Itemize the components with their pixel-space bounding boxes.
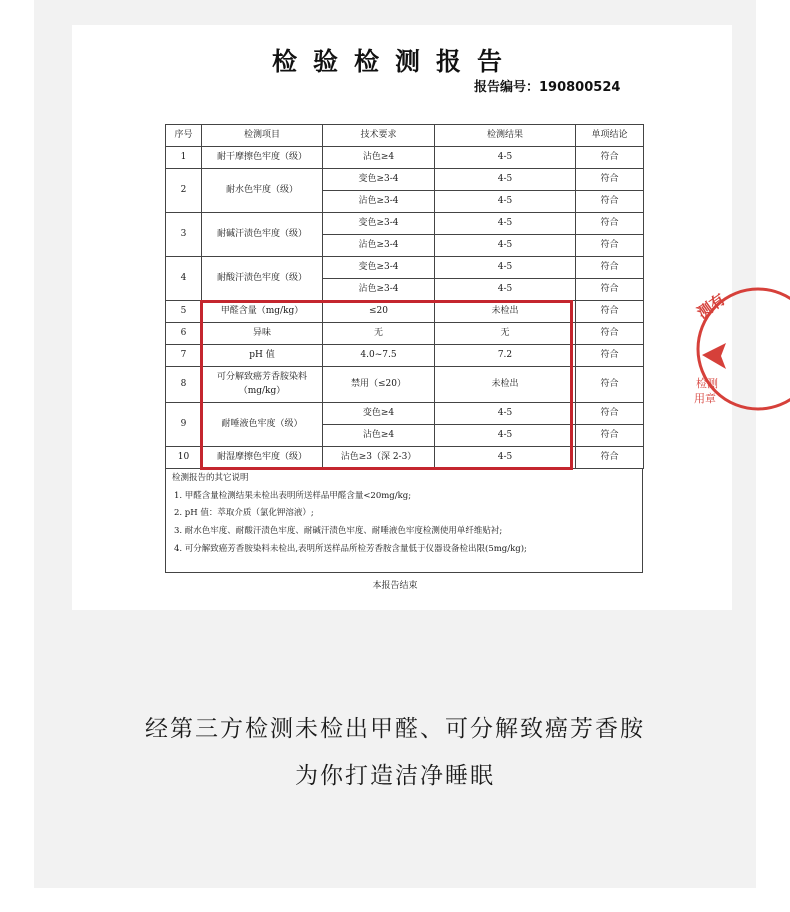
row-no: 7 [166, 345, 202, 367]
row-conclusion: 符合 [576, 235, 644, 257]
row-requirement: 沾色≥3-4 [323, 279, 435, 301]
row-conclusion: 符合 [576, 367, 644, 403]
table-row [166, 147, 644, 169]
row-requirement: 变色≥3-4 [323, 169, 435, 191]
caption-line-2: 为你打造洁净睡眠 [295, 763, 495, 789]
row-requirement: 沾色≥4 [323, 425, 435, 447]
row-item: 异味 [202, 323, 323, 345]
official-stamp [694, 285, 790, 417]
row-result: 7.2 [435, 345, 576, 367]
row-result: 4-5 [435, 425, 576, 447]
row-requirement: 沾色≥3-4 [323, 191, 435, 213]
row-result: 4-5 [435, 147, 576, 169]
row-requirement: 沾色≥3-4 [323, 235, 435, 257]
table-row [166, 169, 644, 191]
row-requirement: 禁用（≤20） [323, 367, 435, 403]
row-requirement: 变色≥3-4 [323, 257, 435, 279]
row-conclusion: 符合 [576, 147, 644, 169]
row-no: 8 [166, 367, 202, 403]
header-result: 检测结果 [435, 125, 576, 147]
note-item: 4. 可分解致癌芳香胺染料未检出,表明所送样品所检芳香胺含量低于仪器设备检出限(5mg/kg); [174, 544, 527, 554]
stamp-bottom-text-2: 用章 [694, 392, 716, 405]
row-no: 4 [166, 257, 202, 301]
table-header-row [166, 125, 644, 147]
note-item: 3. 耐水色牢度、耐酸汗渍色牢度、耐碱汗渍色牢度、耐唾液色牢度检测使用单纤维贴衬; [174, 526, 503, 536]
row-requirement: 变色≥4 [323, 403, 435, 425]
caption-line-1: 经第三方检测未检出甲醛、可分解致癌芳香胺 [145, 716, 645, 742]
row-item: 耐干摩擦色牢度（级） [202, 147, 323, 169]
note-item: 1. 甲醛含量检测结果未检出表明所送样品甲醛含量<20mg/kg; [174, 491, 412, 501]
row-conclusion: 符合 [576, 301, 644, 323]
header-no: 序号 [166, 125, 202, 147]
row-no: 10 [166, 447, 202, 469]
stamp-top-text: 测有 [693, 290, 729, 323]
table-row [166, 213, 644, 235]
report-end-text: 本报告结束 [372, 581, 418, 591]
row-no: 3 [166, 213, 202, 257]
row-item-line2: （mg/kg） [238, 386, 286, 396]
row-requirement: 沾色≥4 [323, 147, 435, 169]
row-no: 1 [166, 147, 202, 169]
row-no: 6 [166, 323, 202, 345]
row-result: 4-5 [435, 403, 576, 425]
row-result: 4-5 [435, 169, 576, 191]
notes-title: 检测报告的其它说明 [172, 473, 249, 483]
report-notes [165, 469, 643, 573]
row-requirement: ≤20 [323, 301, 435, 323]
row-item: 耐湿摩擦色牢度（级） [202, 447, 323, 469]
row-conclusion: 符合 [576, 447, 644, 469]
row-no: 9 [166, 403, 202, 447]
row-requirement: 沾色≥3（深 2-3） [323, 447, 435, 469]
table-row [166, 257, 644, 279]
header-item: 检测项目 [202, 125, 323, 147]
row-item: 耐碱汗渍色牢度（级） [202, 213, 323, 257]
row-result: 4-5 [435, 447, 576, 469]
row-conclusion: 符合 [576, 345, 644, 367]
row-conclusion: 符合 [576, 323, 644, 345]
row-result: 4-5 [435, 191, 576, 213]
row-no: 5 [166, 301, 202, 323]
row-conclusion: 符合 [576, 425, 644, 447]
row-item: pH 值 [202, 345, 323, 367]
row-requirement: 变色≥3-4 [323, 213, 435, 235]
row-item: 耐酸汗渍色牢度（级） [202, 257, 323, 301]
row-result: 未检出 [435, 301, 576, 323]
row-result: 未检出 [435, 367, 576, 403]
note-item: 2. pH 值：萃取介质（氯化钾溶液）; [174, 508, 314, 518]
row-conclusion: 符合 [576, 257, 644, 279]
report-title: 检验检测报告 [271, 47, 518, 76]
row-result: 4-5 [435, 213, 576, 235]
row-result: 无 [435, 323, 576, 345]
row-item-line1: 可分解致癌芳香胺染料 [216, 372, 307, 382]
stamp-star-point [702, 343, 726, 369]
row-conclusion: 符合 [576, 403, 644, 425]
row-item: 甲醛含量（mg/kg） [202, 301, 323, 323]
row-no: 2 [166, 169, 202, 213]
row-result: 4-5 [435, 257, 576, 279]
header-requirement: 技术要求 [323, 125, 435, 147]
row-requirement: 4.0~7.5 [323, 345, 435, 367]
stamp-bottom-text-1: 检测 [696, 377, 718, 390]
row-conclusion: 符合 [576, 279, 644, 301]
row-conclusion: 符合 [576, 191, 644, 213]
highlight-box [200, 300, 573, 470]
row-result: 4-5 [435, 235, 576, 257]
row-conclusion: 符合 [576, 213, 644, 235]
row-requirement: 无 [323, 323, 435, 345]
header-conclusion: 单项结论 [576, 125, 644, 147]
row-conclusion: 符合 [576, 169, 644, 191]
row-result: 4-5 [435, 279, 576, 301]
report-number: 报告编号：190800524 [474, 80, 621, 95]
row-item: 耐水色牢度（级） [202, 169, 323, 213]
row-item: 耐唾液色牢度（级） [202, 403, 323, 447]
